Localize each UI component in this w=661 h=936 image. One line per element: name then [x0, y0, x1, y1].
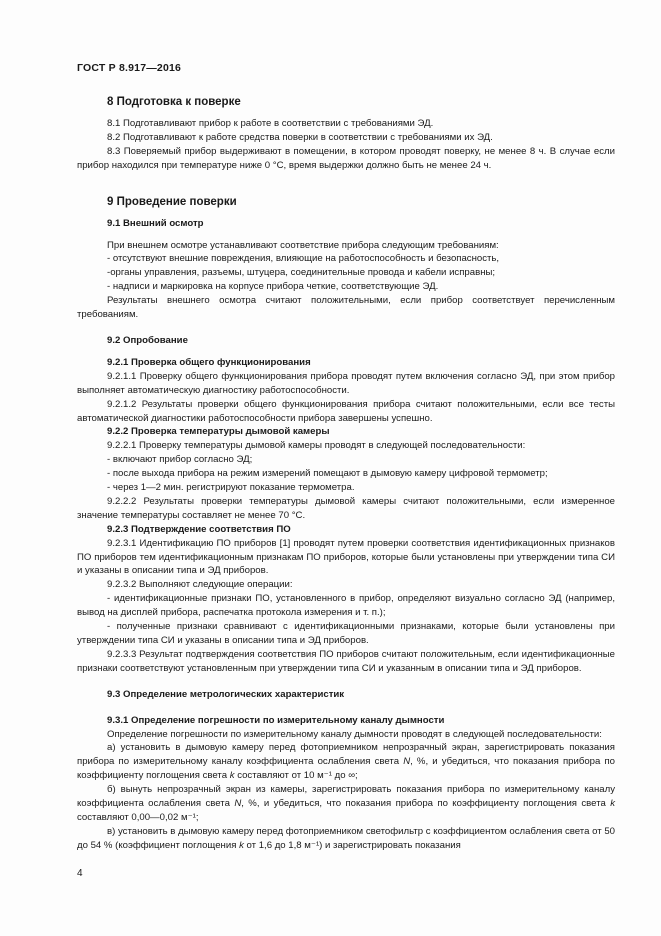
list-item: - надписи и маркировка на корпусе прибора четкие, соответствующие ЭД. — [107, 281, 439, 293]
text: от 1,6 до 1,8 м⁻¹) и зарегистрировать показания — [243, 839, 461, 851]
symbol-k: k — [610, 798, 615, 810]
paragraph-9-2-3-3: 9.2.3.3 Результат подтверждения соответствия ПО приборов считают положительным, если идентификационные признаки соответствуют установленным при утверждении типа СИ и указанным в описании типа и ЭД приборов. — [77, 648, 615, 674]
step-v — [77, 825, 615, 853]
text: составляют от 10 м⁻¹ до ∞; — [234, 770, 358, 782]
symbol-N: N — [403, 756, 411, 768]
paragraph-9-3-1-intro: Определение погрешности по измерительному каналу дымности проводят в следующей последовательности: — [107, 728, 602, 740]
list-item: -органы управления, разъемы, штуцера, соединительные провода и кабели исправны; — [107, 267, 496, 279]
subsection-9-3-1-title: 9.3.1 Определение погрешности по измерительному каналу дымности — [107, 714, 445, 726]
symbol-k: k — [229, 770, 235, 782]
text: а) установить в дымовую камеру перед фотоприемником непрозрачный экран, зарегистрировать показания прибора по измерительному каналу коэффициента ослабления света — [77, 742, 615, 768]
paragraph-9-2-3-1: 9.2.3.1 Идентификацию ПО приборов [1] проводят путем проверки соответствия идентификационных признаков ПО приборов тем идентификационным признакам ПО приборов, которые были установлены при утверждении типа СИ и указаны в описании типа и ЭД приборов. — [77, 537, 615, 577]
text: в) установить в дымовую камеру перед фотоприемником светофильтр с коэффициентом ослабления света от 50 до 54 % (коэффициент поглощения — [77, 825, 615, 851]
paragraph-8-3: 8.3 Поверяемый прибор выдерживают в помещении, в котором проводят поверку, не менее 8 ч. В случае если прибор находился при температуре ниже 0 °С, время выдержки должно быть не менее 24 ч. — [77, 145, 615, 171]
text: , %, и убедиться, что показания прибора по коэффициенту поглощения света — [241, 798, 611, 810]
paragraph-9-2-1-1: 9.2.1.1 Проверку общего функционирования прибора проводят путем включения согласно ЭД, при этом прибор выполняет автоматическую диагностику работоспособности. — [77, 370, 615, 396]
paragraph-9-2-3-2: 9.2.3.2 Выполняют следующие операции: — [107, 579, 293, 591]
subsection-9-3-title: 9.3 Определение метрологических характеристик — [107, 688, 345, 700]
page-content — [77, 95, 615, 853]
document-header: ГОСТ Р 8.917—2016 — [77, 62, 182, 74]
paragraph-8-2: 8.2 Подготавливают к работе средства поверки в соответствии с требованиями их ЭД. — [107, 131, 493, 143]
paragraph-9-1-intro: При внешнем осмотре устанавливают соответствие прибора следующим требованиям: — [107, 239, 499, 251]
symbol-k: k — [239, 839, 244, 851]
step-a — [77, 741, 615, 783]
section-8-title: 8 Подготовка к поверке — [107, 96, 241, 108]
step-b — [77, 783, 615, 825]
subsection-9-2-2-title: 9.2.2 Проверка температуры дымовой камеры — [107, 426, 330, 438]
text: составляют 0,00—0,02 м⁻¹; — [77, 811, 199, 823]
subsection-9-2-title: 9.2 Опробование — [107, 334, 188, 346]
subsection-9-2-3-title: 9.2.3 Подтверждение соответствия ПО — [107, 523, 291, 535]
page-number: 4 — [77, 868, 83, 879]
list-item: - включают прибор согласно ЭД; — [107, 454, 253, 466]
subsection-9-2-1-title: 9.2.1 Проверка общего функционирования — [107, 356, 311, 368]
paragraph-9-1-result: Результаты внешнего осмотра считают положительными, если прибор соответствует перечисленным требованиям. — [77, 295, 615, 321]
list-item: - после выхода прибора на режим измерений помещают в дымовую камеру цифровой термометр; — [107, 468, 548, 480]
paragraph-8-1: 8.1 Подготавливают прибор к работе в соответствии с требованиями ЭД. — [107, 118, 434, 129]
section-9-title: 9 Проведение поверки — [107, 195, 237, 208]
subsection-9-1-title: 9.1 Внешний осмотр — [107, 217, 204, 229]
text: , %, и убедиться, что показания прибора по коэффициенту поглощения света — [77, 756, 615, 782]
paragraph-9-2-2-2: 9.2.2.2 Результаты проверки температуры дымовой камеры считают положительными, если измеренное значение температуры составляет не менее 70 °С. — [77, 495, 615, 521]
paragraph-9-2-1-2: 9.2.1.2 Результаты проверки общего функционирования прибора считают положительными, если все тесты автоматической диагностики работоспособности прибора завершены успешно. — [77, 398, 615, 424]
symbol-N: N — [234, 798, 242, 810]
list-item: - идентификационные признаки ПО, установленного в прибор, определяют визуально согласно ЭД (например, вывод на дисплей прибора, распечатка протокола измерения и т. п.); — [77, 593, 615, 619]
list-item: - через 1—2 мин. регистрируют показание термометра. — [107, 482, 355, 494]
paragraph-9-2-2-1: 9.2.2.1 Проверку температуры дымовой камеры проводят в следующей последовательности: — [107, 440, 526, 452]
text: б) вынуть непрозрачный экран из камеры, зарегистрировать показания прибора по измерительному каналу коэффициента ослабления света — [77, 784, 615, 810]
list-item: - отсутствуют внешние повреждения, влияющие на работоспособность и безопасность, — [107, 253, 500, 265]
list-item: - полученные признаки сравнивают с идентификационными признаками, которые были установлены при утверждении типа СИ и указаны в описании типа и ЭД приборов. — [77, 621, 615, 646]
